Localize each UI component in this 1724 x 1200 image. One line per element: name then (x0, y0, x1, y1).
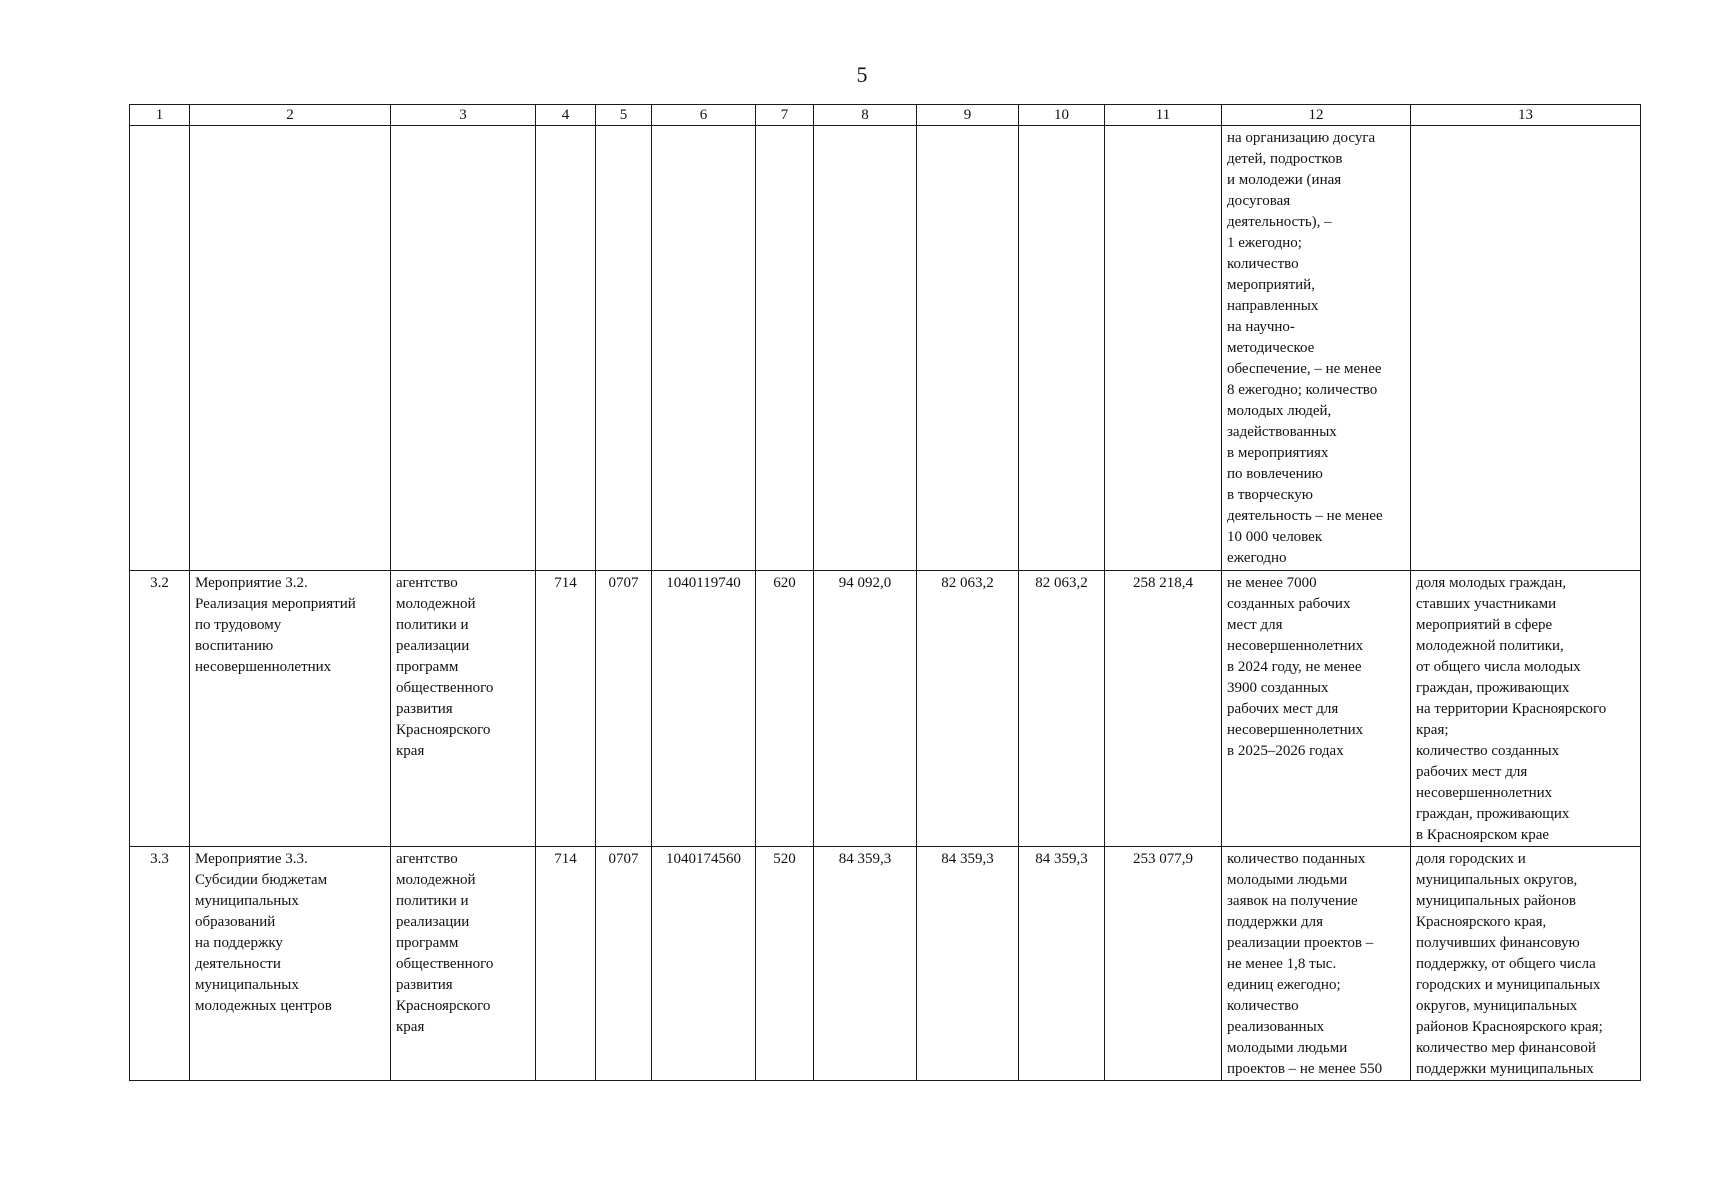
text-line: ставших участниками (1416, 596, 1557, 612)
text-line: несовершеннолетних (1227, 638, 1364, 654)
column-header: 4 (536, 105, 596, 126)
column-header: 8 (814, 105, 917, 126)
text-line: досуговая (1227, 193, 1291, 209)
text-line: методическое (1227, 340, 1315, 356)
column-header: 9 (917, 105, 1019, 126)
text-line: поддержку, от общего числа (1416, 956, 1596, 972)
text-line: Субсидии бюджетам (195, 872, 328, 888)
text-line: по трудовому (195, 617, 282, 633)
text-line: созданных рабочих (1227, 596, 1351, 612)
text-line: по вовлечению (1227, 466, 1323, 482)
section-code: 0707 (596, 847, 652, 1081)
column-header: 10 (1019, 105, 1105, 126)
column-header: 13 (1411, 105, 1641, 126)
text-line: реализации проектов – (1227, 935, 1374, 951)
text-line: поддержки муниципальных (1416, 1061, 1594, 1077)
executor-cell (391, 847, 536, 1081)
text-line: несовершеннолетних (195, 659, 332, 675)
amount-2025: 82 063,2 (917, 571, 1019, 847)
text-line: Мероприятие 3.3. (195, 851, 308, 867)
activity-name-cell (190, 847, 391, 1081)
column-header: 11 (1105, 105, 1222, 126)
grbs-code: 714 (536, 571, 596, 847)
program-activities-table (129, 104, 1641, 1081)
executor-cell (391, 571, 536, 847)
column-header: 7 (756, 105, 814, 126)
text-line: количество (1227, 256, 1299, 272)
text-line: округов, муниципальных (1416, 998, 1578, 1014)
text-line: на территории Красноярского (1416, 701, 1607, 717)
text-line: 1 ежегодно; (1227, 235, 1302, 251)
text-line: количество мер финансовой (1416, 1040, 1596, 1056)
text-line: молодыми людьми (1227, 872, 1348, 888)
amount-2024: 84 359,3 (814, 847, 917, 1081)
text-line: общественного (396, 956, 494, 972)
column-number-row (130, 105, 1641, 126)
text-line: агентство (396, 575, 458, 591)
text-line: 8 ежегодно; количество (1227, 382, 1378, 398)
text-line: развития (396, 977, 453, 993)
text-line: рабочих мест для (1227, 701, 1339, 717)
text-line: рабочих мест для (1416, 764, 1528, 780)
text-line: заявок на получение (1227, 893, 1358, 909)
text-line: обеспечение, – не менее (1227, 361, 1382, 377)
text-line: Красноярского края, (1416, 914, 1547, 930)
target-article-code: 1040174560 (652, 847, 756, 1081)
text-line: Красноярского (396, 998, 491, 1014)
text-line: ежегодно (1227, 550, 1287, 566)
amount-2026: 84 359,3 (1019, 847, 1105, 1081)
text-line: молодежной политики, (1416, 638, 1564, 654)
text-line: мест для (1227, 617, 1283, 633)
text-line: молодых людей, (1227, 403, 1332, 419)
page-number: 5 (856, 62, 868, 87)
text-line: в Красноярском крае (1416, 827, 1550, 843)
text-line: на организацию досуга (1227, 130, 1376, 146)
activity-name-cell (190, 571, 391, 847)
column-header: 5 (596, 105, 652, 126)
row-number: 3.2 (130, 571, 190, 847)
text-line: общественного (396, 680, 494, 696)
text-line: политики и (396, 617, 469, 633)
column-header: 3 (391, 105, 536, 126)
text-line: в 2024 году, не менее (1227, 659, 1362, 675)
expected-result-cell (1222, 847, 1411, 1081)
text-line: детей, подростков (1227, 151, 1343, 167)
text-line: образований (195, 914, 276, 930)
text-line: мероприятий, (1227, 277, 1315, 293)
text-line: реализации (396, 638, 470, 654)
text-line: края; (1416, 722, 1449, 738)
text-line: в мероприятиях (1227, 445, 1329, 461)
text-line: 10 000 человек (1227, 529, 1323, 545)
text-line: проектов – не менее 550 (1227, 1061, 1383, 1077)
amount-total: 258 218,4 (1105, 571, 1222, 847)
continuation-result-cell (1222, 126, 1411, 571)
indicator-cell (1411, 847, 1641, 1081)
text-line: доля молодых граждан, (1416, 575, 1567, 591)
text-line: молодежной (396, 872, 476, 888)
text-line: на научно- (1227, 319, 1295, 335)
text-line: и молодежи (иная (1227, 172, 1342, 188)
text-line: от общего числа молодых (1416, 659, 1581, 675)
amount-2026: 82 063,2 (1019, 571, 1105, 847)
text-line: программ (396, 659, 459, 675)
text-line: в творческую (1227, 487, 1314, 503)
text-line: районов Красноярского края; (1416, 1019, 1603, 1035)
text-line: не менее 1,8 тыс. (1227, 956, 1337, 972)
table-row (130, 571, 1641, 847)
column-header: 1 (130, 105, 190, 126)
text-line: реализованных (1227, 1019, 1325, 1035)
text-line: Красноярского (396, 722, 491, 738)
text-line: граждан, проживающих (1416, 680, 1570, 696)
text-line: несовершеннолетних (1416, 785, 1553, 801)
text-line: на поддержку (195, 935, 283, 951)
section-code: 0707 (596, 571, 652, 847)
indicator-cell (1411, 571, 1641, 847)
column-header: 6 (652, 105, 756, 126)
text-line: муниципальных округов, (1416, 872, 1578, 888)
text-line: молодежной (396, 596, 476, 612)
text-line: в 2025–2026 годах (1227, 743, 1344, 759)
text-line: программ (396, 935, 459, 951)
text-line: направленных (1227, 298, 1319, 314)
text-line: задействованных (1227, 424, 1337, 440)
amount-total: 253 077,9 (1105, 847, 1222, 1081)
text-line: доля городских и (1416, 851, 1526, 867)
text-line: муниципальных (195, 977, 299, 993)
amount-2024: 94 092,0 (814, 571, 917, 847)
text-line: не менее 7000 (1227, 575, 1317, 591)
text-line: развития (396, 701, 453, 717)
expense-type-code: 520 (756, 847, 814, 1081)
text-line: городских и муниципальных (1416, 977, 1601, 993)
text-line: политики и (396, 893, 469, 909)
text-line: количество (1227, 998, 1299, 1014)
expected-result-cell (1222, 571, 1411, 847)
text-line: молодыми людьми (1227, 1040, 1348, 1056)
text-line: получивших финансовую (1416, 935, 1580, 951)
grbs-code: 714 (536, 847, 596, 1081)
text-line: количество созданных (1416, 743, 1560, 759)
text-line: реализации (396, 914, 470, 930)
column-header: 12 (1222, 105, 1411, 126)
continuation-row (130, 126, 1641, 571)
text-line: воспитанию (195, 638, 274, 654)
text-line: края (396, 743, 425, 759)
expense-type-code: 620 (756, 571, 814, 847)
text-line: единиц ежегодно; (1227, 977, 1341, 993)
text-line: деятельности (195, 956, 281, 972)
text-line: 3900 созданных (1227, 680, 1329, 696)
text-line: Реализация мероприятий (195, 596, 356, 612)
table-row (130, 847, 1641, 1081)
text-line: края (396, 1019, 425, 1035)
text-line: поддержки для (1227, 914, 1323, 930)
text-line: молодежных центров (195, 998, 332, 1014)
row-number: 3.3 (130, 847, 190, 1081)
amount-2025: 84 359,3 (917, 847, 1019, 1081)
column-header: 2 (190, 105, 391, 126)
text-line: несовершеннолетних (1227, 722, 1364, 738)
target-article-code: 1040119740 (652, 571, 756, 847)
text-line: деятельность), – (1227, 214, 1332, 230)
text-line: муниципальных районов (1416, 893, 1576, 909)
text-line: Мероприятие 3.2. (195, 575, 308, 591)
text-line: количество поданных (1227, 851, 1366, 867)
text-line: агентство (396, 851, 458, 867)
text-line: муниципальных (195, 893, 299, 909)
text-line: граждан, проживающих (1416, 806, 1570, 822)
text-line: деятельность – не менее (1227, 508, 1383, 524)
text-line: мероприятий в сфере (1416, 617, 1553, 633)
